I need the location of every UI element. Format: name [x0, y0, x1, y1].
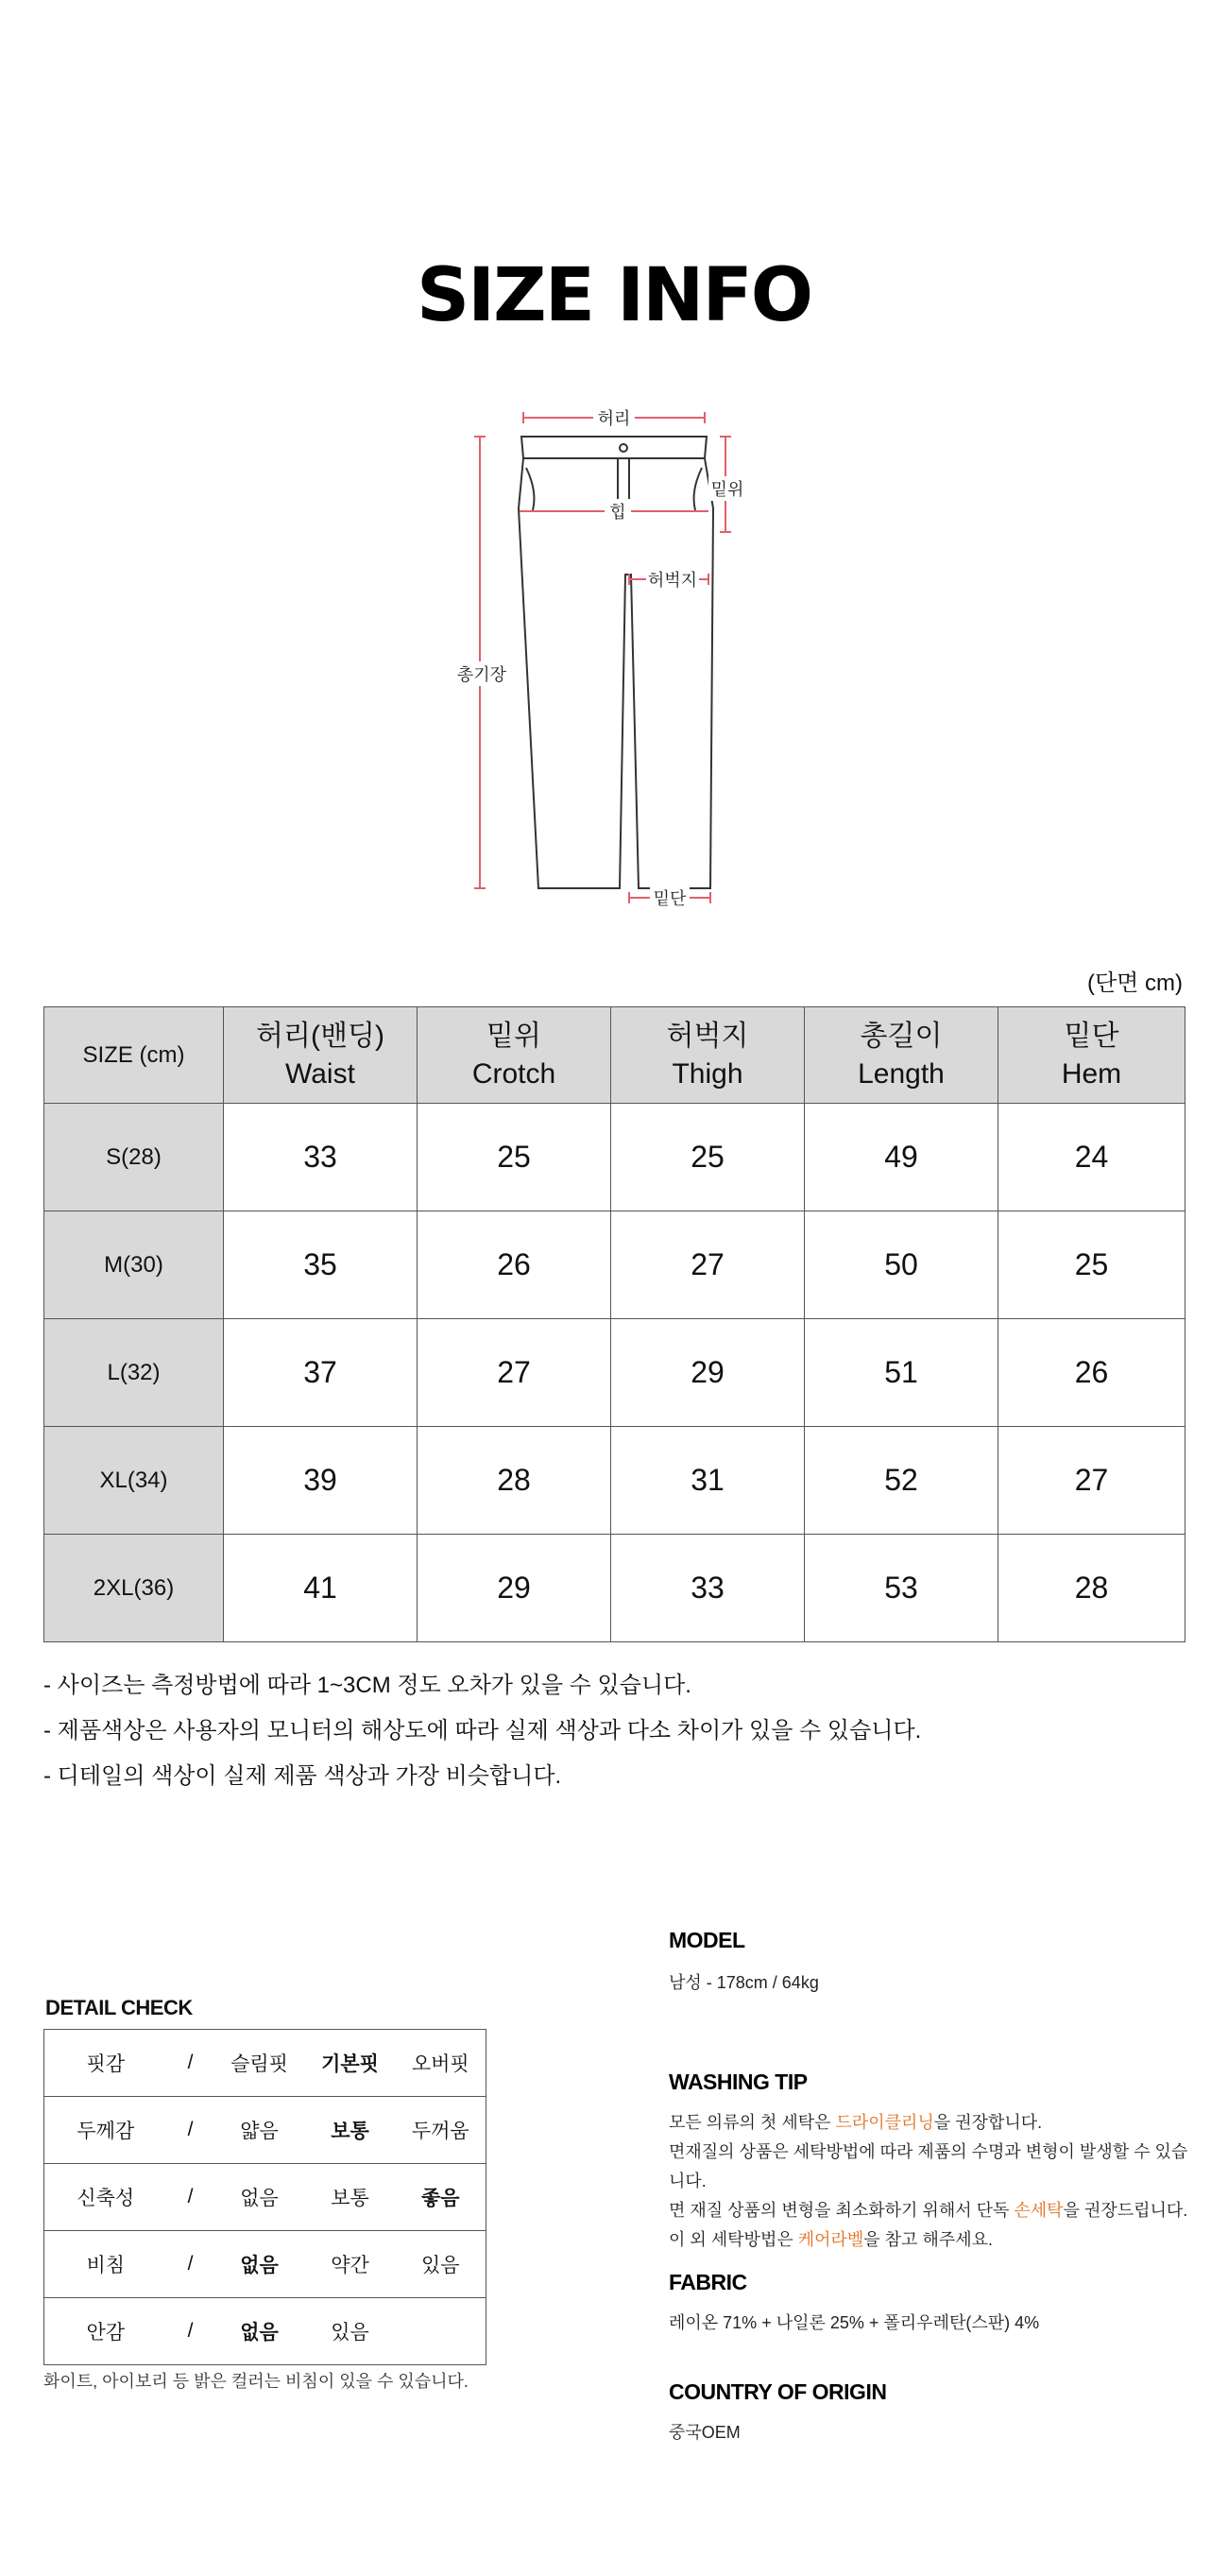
header-crotch: [418, 1007, 611, 1104]
size-table: [43, 1006, 1185, 1642]
diagram-label-hip: 힙: [609, 503, 626, 523]
detail-attribute: 두께감: [44, 2097, 167, 2164]
table-cell: 27: [418, 1319, 611, 1427]
washing-heading: WASHING TIP: [669, 2069, 808, 2094]
washing-line-2: 면재질의 상품은 세탁방법에 따라 제품의 수명과 변형이 발생할 수 있습니다.: [669, 2142, 1188, 2190]
table-row: [44, 1535, 1185, 1642]
header-waist-en: Waist: [285, 1057, 355, 1090]
page-title: SIZE INFO: [416, 253, 812, 338]
detail-option: 없음: [214, 2231, 305, 2298]
detail-option: 오버핏: [396, 2030, 486, 2097]
washing-line-3: [669, 2196, 1198, 2225]
size-label: M(30): [44, 1211, 224, 1319]
table-cell: 41: [224, 1535, 418, 1642]
header-crotch-ko: 밑위: [486, 1020, 541, 1052]
origin-section: [669, 2379, 1198, 2447]
detail-option: 보통: [305, 2164, 396, 2231]
size-table-corner: SIZE (cm): [44, 1007, 224, 1104]
detail-attribute: 비침: [44, 2231, 167, 2298]
header-length-en: Length: [858, 1057, 945, 1090]
model-text: 남성 - 178cm / 64kg: [669, 1973, 819, 1992]
model-heading: MODEL: [669, 1928, 745, 1952]
detail-row: [44, 2097, 486, 2164]
table-cell: 53: [805, 1535, 998, 1642]
fabric-heading: FABRIC: [669, 2270, 747, 2294]
detail-row: [44, 2030, 486, 2097]
table-cell: 33: [224, 1104, 418, 1211]
table-cell: 37: [224, 1319, 418, 1427]
table-cell: 51: [805, 1319, 998, 1427]
detail-check-table: [43, 2029, 486, 2365]
washing-highlight: 케어라벨: [797, 2230, 864, 2249]
detail-option: 슬림핏: [214, 2030, 305, 2097]
table-cell: 39: [224, 1427, 418, 1535]
detail-option: 기본핏: [305, 2030, 396, 2097]
table-cell: 25: [418, 1104, 611, 1211]
detail-option: 두꺼움: [396, 2097, 486, 2164]
diagram-label-waist: 허리: [597, 409, 631, 429]
table-cell: 29: [418, 1535, 611, 1642]
diagram-label-length: 총기장: [456, 665, 507, 685]
table-cell: 28: [418, 1427, 611, 1535]
header-waist-ko: 허리(밴딩): [256, 1020, 384, 1052]
header-hem: [998, 1007, 1185, 1104]
table-cell: 29: [611, 1319, 805, 1427]
model-section: [669, 1928, 1198, 1998]
table-cell: 24: [998, 1104, 1185, 1211]
diagram-label-rise: 밑위: [710, 480, 744, 500]
header-thigh-ko: 허벅지: [666, 1020, 749, 1052]
washing-text: 을 참고 해주세요.: [863, 2230, 993, 2249]
table-cell: 26: [998, 1319, 1185, 1427]
detail-option: 얇음: [214, 2097, 305, 2164]
header-length-ko: 총길이: [860, 1020, 943, 1052]
table-cell: 28: [998, 1535, 1185, 1642]
washing-section: [669, 2069, 1198, 2255]
unit-note: (단면 cm): [1086, 970, 1183, 996]
size-label: 2XL(36): [44, 1535, 224, 1642]
detail-row: [44, 2298, 486, 2365]
detail-option: 있음: [305, 2298, 396, 2365]
washing-text: 면 재질 상품의 변형을 최소화하기 위해서 단독: [669, 2201, 1015, 2220]
table-row: [44, 1319, 1185, 1427]
size-label: L(32): [44, 1319, 224, 1427]
origin-heading: COUNTRY OF ORIGIN: [669, 2379, 887, 2404]
washing-highlight: 손세탁: [1014, 2201, 1064, 2220]
table-cell: 26: [418, 1211, 611, 1319]
table-cell: 25: [611, 1104, 805, 1211]
detail-option: 좋음: [396, 2164, 486, 2231]
washing-line-1: [669, 2108, 1198, 2138]
table-cell: 35: [224, 1211, 418, 1319]
washing-text: 을 권장합니다.: [933, 2113, 1043, 2132]
note-line: - 사이즈는 측정방법에 따라 1~3CM 정도 오차가 있을 수 있습니다.: [43, 1673, 691, 1698]
size-notes: [43, 1663, 921, 1799]
note-line: - 디테일의 색상이 실제 제품 색상과 가장 비슷합니다.: [43, 1763, 562, 1789]
header-waist: [224, 1007, 418, 1104]
note-line: - 제품색상은 사용자의 모니터의 해상도에 따라 실제 색상과 다소 차이가 있을 수 있습니다.: [43, 1718, 922, 1743]
detail-check-label: DETAIL CHECK: [45, 1996, 193, 2019]
table-cell: 31: [611, 1427, 805, 1535]
detail-separator: /: [167, 2231, 214, 2298]
detail-option: 있음: [396, 2231, 486, 2298]
detail-footnote: 화이트, 아이보리 등 밝은 컬러는 비침이 있을 수 있습니다.: [43, 2372, 469, 2391]
detail-row: [44, 2231, 486, 2298]
header-thigh-en: Thigh: [672, 1057, 743, 1090]
detail-attribute: 신축성: [44, 2164, 167, 2231]
pants-outline-graphic: [444, 397, 784, 926]
fabric-section: [669, 2270, 1198, 2338]
header-crotch-en: Crotch: [471, 1057, 556, 1090]
measure-lines: [474, 412, 731, 903]
table-row: [44, 1211, 1185, 1319]
detail-option: 보통: [305, 2097, 396, 2164]
washing-line-4: [669, 2225, 1198, 2255]
detail-option: 없음: [214, 2298, 305, 2365]
detail-option: 약간: [305, 2231, 396, 2298]
washing-text: 모든 의류의 첫 세탁은: [669, 2113, 836, 2132]
detail-separator: /: [167, 2097, 214, 2164]
table-row: [44, 1104, 1185, 1211]
detail-separator: /: [167, 2298, 214, 2365]
washing-highlight: 드라이클리닝: [835, 2113, 934, 2132]
header-length: [805, 1007, 998, 1104]
fabric-text: 레이온 71% + 나일론 25% + 폴리우레탄(스판) 4%: [669, 2313, 1040, 2332]
detail-attribute: 핏감: [44, 2030, 167, 2097]
header-hem-en: Hem: [1061, 1057, 1122, 1090]
diagram-label-hem: 밑단: [653, 889, 687, 909]
diagram-label-thigh: 허벅지: [647, 571, 698, 591]
detail-option: [396, 2298, 486, 2365]
detail-separator: /: [167, 2164, 214, 2231]
header-hem-ko: 밑단: [1064, 1020, 1119, 1052]
pants-size-diagram: [444, 397, 784, 926]
detail-separator: /: [167, 2030, 214, 2097]
table-cell: 27: [998, 1427, 1185, 1535]
size-label: S(28): [44, 1104, 224, 1211]
size-label: XL(34): [44, 1427, 224, 1535]
table-cell: 33: [611, 1535, 805, 1642]
detail-row: [44, 2164, 486, 2231]
table-cell: 25: [998, 1211, 1185, 1319]
detail-attribute: 안감: [44, 2298, 167, 2365]
table-row: [44, 1427, 1185, 1535]
table-cell: 27: [611, 1211, 805, 1319]
table-cell: 50: [805, 1211, 998, 1319]
table-cell: 49: [805, 1104, 998, 1211]
table-cell: 52: [805, 1427, 998, 1535]
detail-option: 없음: [214, 2164, 305, 2231]
size-table-header-row: [44, 1007, 1185, 1104]
header-thigh: [611, 1007, 805, 1104]
washing-text: 을 권장드립니다.: [1063, 2201, 1188, 2220]
washing-text: 이 외 세탁방법은: [669, 2230, 798, 2249]
origin-text: 중국OEM: [669, 2423, 741, 2442]
